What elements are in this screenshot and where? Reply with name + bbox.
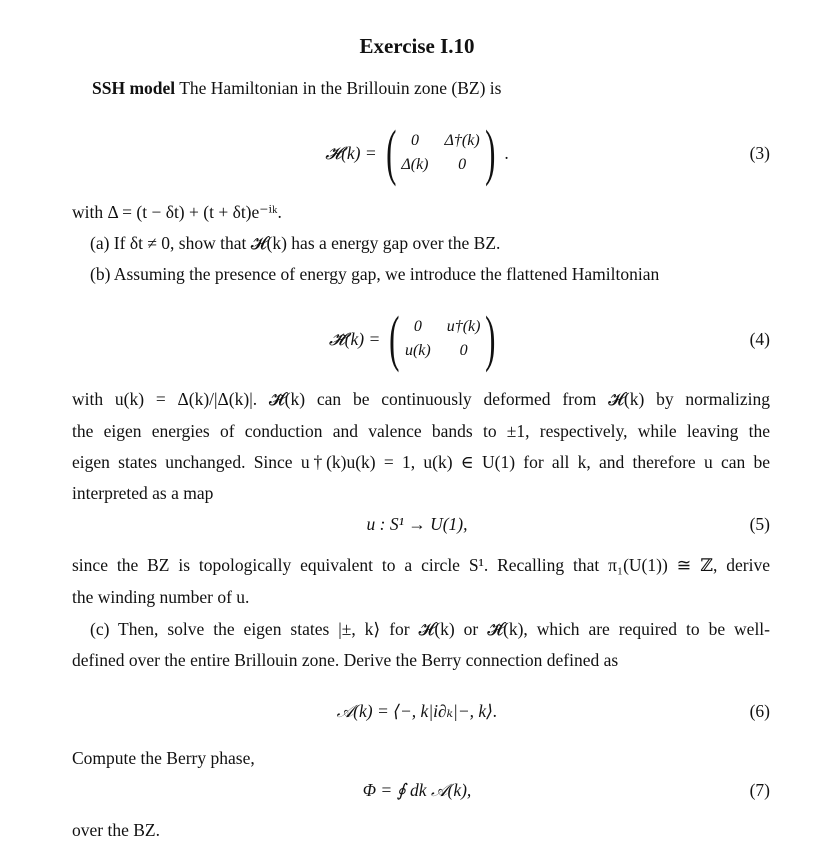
eq3-m21: Δ(k) xyxy=(401,156,429,173)
equation-5 xyxy=(0,514,834,535)
eq4-lhs: 𝓗̃(k) = xyxy=(328,328,381,349)
para1-line: interpreted as a map xyxy=(72,483,214,503)
part-b: (b) Assuming the presence of energy gap, we introduce the flattened Hamiltonian xyxy=(90,264,660,284)
intro-text: The Hamiltonian in the Brillouin zone (BZ) is xyxy=(175,78,502,98)
intro-bold: SSH model xyxy=(92,78,176,98)
part-c-line: (c) Then, solve the eigen states |±, k⟩ for 𝓗(k) or 𝓗̃(k), which are required to be well- xyxy=(90,619,770,639)
para2-line: since the BZ is topologically equivalent to a circle S¹. Recalling that π₁(U(1)) ≅ ℤ, derive xyxy=(72,555,770,575)
eq3-m22: 0 xyxy=(458,156,467,173)
part-a: (a) If δt ≠ 0, show that 𝓗(k) has a energy gap over the BZ. xyxy=(90,233,501,253)
intro-line xyxy=(92,78,790,98)
eq3-number: (3) xyxy=(749,142,770,163)
delta-definition: with Δ = (t − δt) + (t + δt)e⁻ⁱᵏ. xyxy=(72,202,282,222)
compute-line: Compute the Berry phase, xyxy=(72,748,255,768)
eq4-m11: 0 xyxy=(413,318,422,335)
eq5-body: u : S¹ → U(1), xyxy=(366,514,468,534)
equation-3 xyxy=(0,119,834,187)
para2-line: the winding number of u. xyxy=(72,587,250,607)
eq5-number: (5) xyxy=(749,514,770,534)
eq4-m22: 0 xyxy=(459,342,468,359)
eq3-lhs: 𝓗(k) = xyxy=(325,142,377,163)
para1-line: the eigen energies of conduction and valence bands to ±1, respectively, while leaving the xyxy=(72,421,770,441)
eq7-number: (7) xyxy=(749,780,770,800)
equation-7 xyxy=(0,780,834,801)
para1-line: eigen states unchanged. Since u†(k)u(k) = 1, u(k) ∈ U(1) for all k, and therefore u can be xyxy=(72,452,770,472)
outro-line: over the BZ. xyxy=(72,820,160,840)
eq4-m12: u†(k) xyxy=(446,318,481,335)
equation-4 xyxy=(0,305,834,373)
eq3-m12: Δ†(k) xyxy=(444,132,480,149)
eq3-tail: . xyxy=(504,142,509,163)
eq3-matrix: ( 0 Δ†(k) Δ(k) 0 ) xyxy=(385,119,496,187)
eq6-body: 𝒜(k) = ⟨−, k|i∂ₖ|−, k⟩. xyxy=(336,701,498,721)
part-c-line: defined over the entire Brillouin zone. Derive the Berry connection defined as xyxy=(72,650,619,670)
eq7-body: Φ = ∮ dk 𝒜(k), xyxy=(362,780,472,800)
eq4-number: (4) xyxy=(749,328,770,349)
eq4-matrix: ( 0 u†(k) u(k) 0 ) xyxy=(389,305,496,373)
eq6-number: (6) xyxy=(749,701,770,721)
eq4-m21: u(k) xyxy=(404,342,431,359)
eq3-m11: 0 xyxy=(410,132,419,149)
exercise-title: Exercise I.10 xyxy=(359,34,475,58)
equation-6 xyxy=(0,701,834,722)
para1-line: with u(k) = Δ(k)/|Δ(k)|. 𝓗̃(k) can be continuously deformed from 𝓗(k) by normalizing xyxy=(72,389,770,409)
